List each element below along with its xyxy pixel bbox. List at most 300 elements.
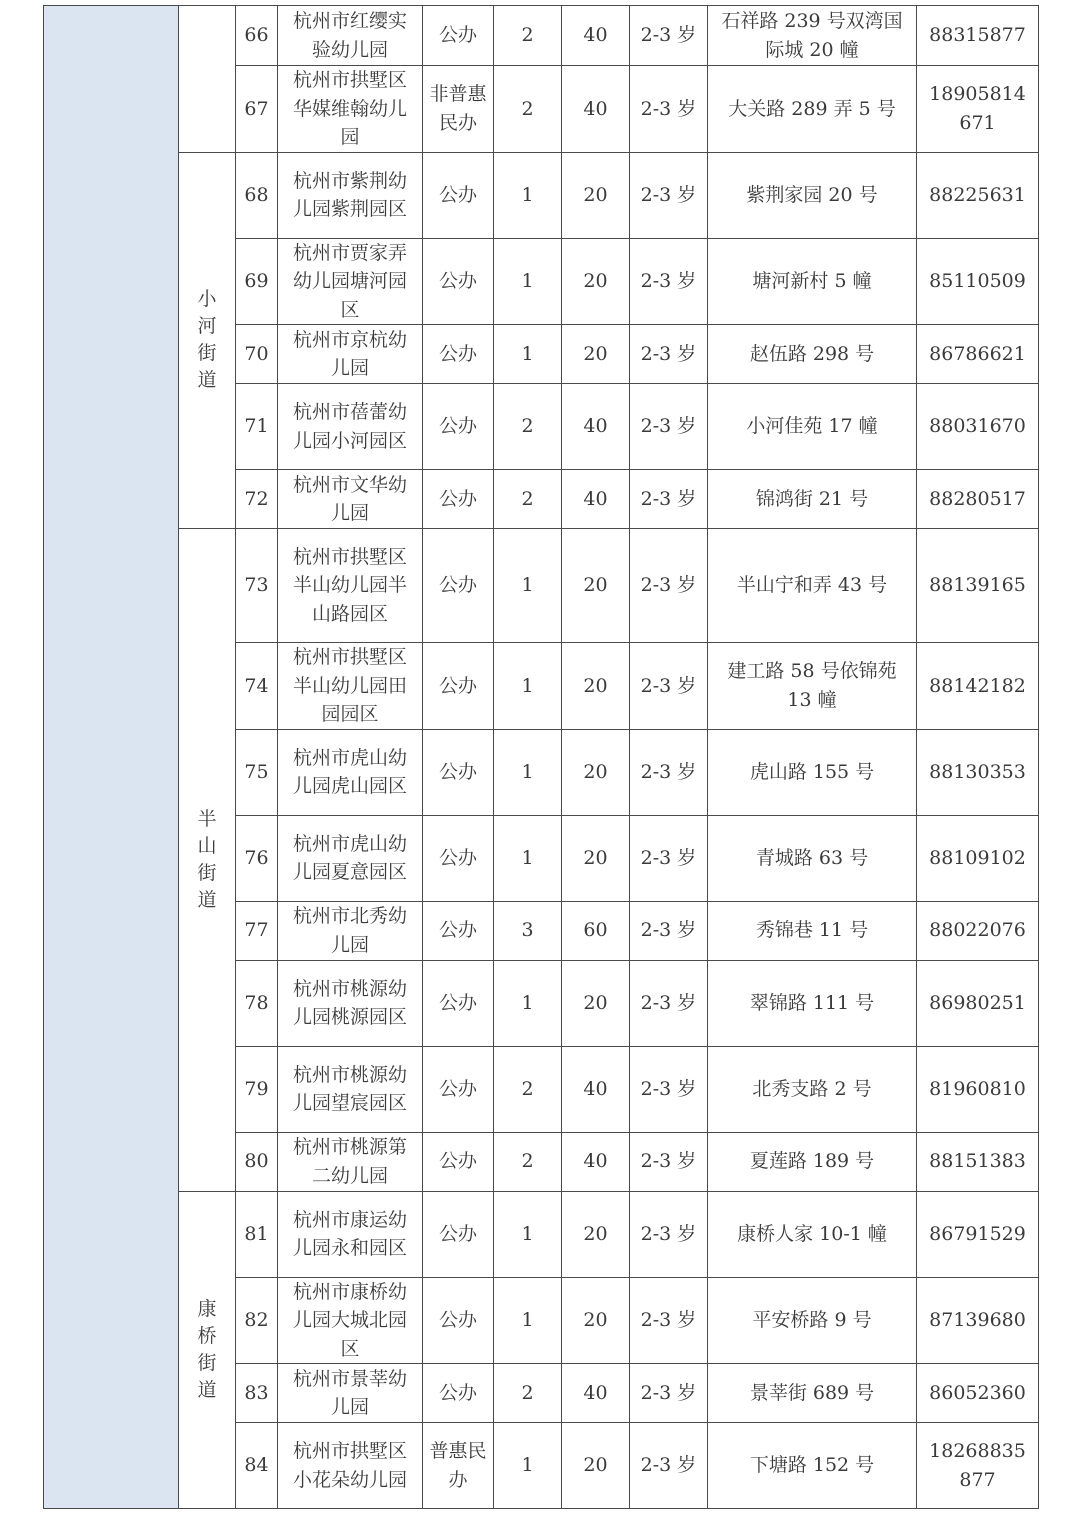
kindergarten-name: 杭州市虎山幼儿园夏意园区 [292,832,407,883]
enrollment-capacity: 40 [583,415,608,438]
enrollment-capacity: 40 [583,1150,608,1173]
age-range: 2-3 岁 [640,24,697,47]
class-count: 2 [521,415,534,438]
class-count-cell [494,1277,562,1364]
address-cell [708,1191,917,1277]
enrollment-capacity-cell [562,1277,630,1364]
address-cell [708,1364,917,1423]
age-range-cell [630,1191,708,1277]
phone-number-cell [917,152,1039,238]
phone-number: 86980251 [929,991,1026,1014]
address-cell [708,6,917,66]
class-count: 1 [521,342,534,365]
kindergarten-name-cell [278,66,423,153]
phone-number: 88315877 [929,24,1026,47]
school-type: 公办 [438,991,477,1014]
school-type-cell [423,901,494,960]
class-count: 1 [521,1309,534,1331]
phone-number: 88139165 [929,574,1026,597]
enrollment-capacity: 40 [583,1077,608,1100]
table-row [44,1191,1039,1277]
enrollment-capacity: 20 [583,1222,608,1245]
address-cell [708,1277,917,1364]
enrollment-capacity-cell [562,6,630,66]
address-cell [708,960,917,1046]
phone-number-cell [917,529,1039,643]
row-number-cell [236,470,278,529]
enrollment-capacity: 20 [583,183,608,206]
address: 虎山路 155 号 [749,760,875,783]
class-count-cell [494,238,562,325]
row-number: 75 [244,760,269,783]
row-number: 82 [244,1309,269,1331]
school-type: 公办 [438,183,477,206]
class-count: 2 [521,97,534,120]
row-number: 70 [244,342,269,365]
phone-number-cell [917,1132,1039,1191]
kindergarten-name-cell [278,1132,423,1191]
phone-number: 88142182 [929,674,1026,697]
row-number: 74 [244,674,269,697]
enrollment-capacity-cell [562,384,630,470]
enrollment-capacity: 20 [583,270,608,292]
phone-number: 88109102 [929,846,1026,869]
school-type: 非普惠民办 [429,83,487,134]
class-count-cell [494,66,562,153]
phone-number: 88151383 [929,1150,1026,1173]
school-type: 公办 [438,1150,477,1173]
phone-number-cell [917,1046,1039,1132]
class-count-cell [494,152,562,238]
class-count-cell [494,1364,562,1423]
school-type: 公办 [438,24,477,47]
kindergarten-name-cell [278,238,423,325]
class-count: 1 [521,1222,534,1245]
address-cell [708,470,917,529]
street-cell [179,6,236,153]
age-range: 2-3 岁 [640,270,697,292]
kindergarten-name-cell [278,901,423,960]
class-count-cell [494,901,562,960]
kindergarten-name: 杭州市紫荆幼儿园紫荆园区 [292,169,407,220]
address: 康桥人家 10-1 幢 [737,1222,887,1245]
row-number-cell [236,238,278,325]
kindergarten-name: 杭州市蓓蕾幼儿园小河园区 [292,401,407,452]
class-count: 1 [521,674,534,697]
school-type-cell [423,815,494,901]
district-cell [44,6,179,1509]
enrollment-capacity-cell [562,1046,630,1132]
class-count: 2 [521,1150,534,1173]
row-number-cell [236,6,278,66]
enrollment-capacity-cell [562,729,630,815]
row-number: 76 [244,846,269,869]
address: 翠锦路 111 号 [749,991,875,1014]
enrollment-capacity-cell [562,66,630,153]
kindergarten-name: 杭州市拱墅区半山幼儿园田园园区 [292,646,407,725]
school-type-cell [423,529,494,643]
class-count-cell [494,815,562,901]
row-number-cell [236,901,278,960]
class-count: 1 [521,846,534,869]
school-type-cell [423,238,494,325]
kindergarten-name: 杭州市京杭幼儿园 [292,328,407,379]
row-number-cell [236,384,278,470]
kindergarten-name: 杭州市贾家弄幼儿园塘河园区 [292,241,407,321]
age-range: 2-3 岁 [640,1150,697,1173]
class-count-cell [494,1132,562,1191]
phone-number: 88031670 [929,415,1026,438]
kindergarten-name-cell [278,1423,423,1509]
street-name: 小河街道 [197,288,217,391]
class-count-cell [494,384,562,470]
table-row [44,152,1039,238]
school-type: 公办 [438,919,477,942]
phone-number-cell [917,643,1039,730]
age-range-cell [630,1132,708,1191]
age-range: 2-3 岁 [640,1309,697,1331]
address-cell [708,66,917,153]
school-type: 公办 [438,270,477,292]
age-range: 2-3 岁 [640,1222,697,1245]
kindergarten-table [43,5,1039,1509]
table-row [44,6,1039,66]
phone-number-cell [917,815,1039,901]
enrollment-capacity-cell [562,529,630,643]
row-number: 69 [244,270,269,292]
age-range-cell [630,529,708,643]
address: 景莘街 689 号 [749,1381,875,1404]
age-range-cell [630,901,708,960]
school-type: 公办 [438,760,477,783]
kindergarten-name-cell [278,529,423,643]
row-number: 73 [244,574,269,597]
school-type: 公办 [438,846,477,869]
kindergarten-name-cell [278,325,423,384]
class-count: 1 [521,270,534,292]
kindergarten-name-cell [278,6,423,66]
enrollment-capacity-cell [562,1191,630,1277]
row-number-cell [236,1046,278,1132]
phone-number-cell [917,1191,1039,1277]
address-cell [708,1423,917,1509]
address: 石祥路 239 号双湾国际城 20 幢 [721,10,903,61]
enrollment-capacity: 40 [583,1381,608,1404]
school-type: 公办 [438,415,477,438]
age-range-cell [630,66,708,153]
kindergarten-name-cell [278,152,423,238]
row-number-cell [236,152,278,238]
phone-number: 18268835877 [929,1440,1026,1491]
school-type-cell [423,643,494,730]
address-cell [708,1046,917,1132]
row-number: 68 [244,183,269,206]
table-row [44,529,1039,643]
class-count: 1 [521,1454,534,1477]
address: 下塘路 152 号 [749,1454,875,1477]
age-range: 2-3 岁 [640,183,697,206]
school-type-cell [423,1277,494,1364]
phone-number-cell [917,470,1039,529]
row-number: 78 [244,991,269,1014]
age-range: 2-3 岁 [640,760,697,783]
kindergarten-name: 杭州市红缨实验幼儿园 [292,10,407,61]
row-number: 83 [244,1381,269,1404]
phone-number: 88130353 [929,760,1026,783]
phone-number-cell [917,960,1039,1046]
enrollment-capacity: 40 [583,97,608,120]
age-range-cell [630,1364,708,1423]
age-range: 2-3 岁 [640,574,697,597]
school-type-cell [423,325,494,384]
enrollment-capacity-cell [562,238,630,325]
age-range: 2-3 岁 [640,1454,697,1477]
kindergarten-name-cell [278,729,423,815]
phone-number-cell [917,729,1039,815]
row-number: 67 [244,97,269,120]
address: 赵伍路 298 号 [749,342,875,365]
kindergarten-name: 杭州市拱墅区小花朵幼儿园 [292,1440,407,1491]
enrollment-capacity: 40 [583,487,608,510]
phone-number: 88225631 [929,183,1026,206]
address-cell [708,152,917,238]
kindergarten-name-cell [278,1277,423,1364]
address: 大关路 289 弄 5 号 [728,97,896,120]
row-number-cell [236,729,278,815]
enrollment-capacity-cell [562,470,630,529]
phone-number: 86052360 [929,1381,1026,1404]
age-range-cell [630,1423,708,1509]
row-number: 71 [244,415,269,438]
kindergarten-name-cell [278,384,423,470]
school-type-cell [423,1423,494,1509]
class-count: 1 [521,991,534,1014]
enrollment-capacity: 20 [583,674,608,697]
kindergarten-name: 杭州市桃源幼儿园望宸园区 [292,1063,407,1114]
class-count: 2 [521,1381,534,1404]
enrollment-capacity-cell [562,901,630,960]
school-type: 公办 [438,574,477,597]
age-range: 2-3 岁 [640,1077,697,1100]
address: 平安桥路 9 号 [752,1309,872,1331]
age-range-cell [630,960,708,1046]
kindergarten-name: 杭州市虎山幼儿园虎山园区 [292,746,407,797]
school-type: 公办 [438,674,477,697]
school-type-cell [423,960,494,1046]
address-cell [708,815,917,901]
row-number-cell [236,1277,278,1364]
row-number: 81 [244,1222,269,1245]
kindergarten-name: 杭州市桃源第二幼儿园 [292,1136,407,1187]
age-range: 2-3 岁 [640,991,697,1014]
row-number-cell [236,1364,278,1423]
phone-number-cell [917,1364,1039,1423]
class-count-cell [494,1046,562,1132]
class-count: 1 [521,760,534,783]
age-range: 2-3 岁 [640,846,697,869]
age-range-cell [630,325,708,384]
enrollment-capacity-cell [562,152,630,238]
age-range: 2-3 岁 [640,487,697,510]
age-range-cell [630,643,708,730]
street-cell [179,152,236,529]
class-count-cell [494,643,562,730]
phone-number: 86786621 [929,342,1026,365]
enrollment-capacity-cell [562,1132,630,1191]
enrollment-capacity: 20 [583,760,608,783]
row-number-cell [236,815,278,901]
age-range: 2-3 岁 [640,342,697,365]
kindergarten-name: 杭州市康桥幼儿园大城北园区 [292,1280,407,1360]
age-range: 2-3 岁 [640,97,697,120]
enrollment-capacity: 20 [583,846,608,869]
address: 北秀支路 2 号 [752,1077,872,1100]
kindergarten-name: 杭州市拱墅区华媒维翰幼儿园 [292,69,407,148]
phone-number-cell [917,238,1039,325]
school-type: 公办 [438,1077,477,1100]
phone-number-cell [917,384,1039,470]
address-cell [708,643,917,730]
kindergarten-name: 杭州市文华幼儿园 [292,473,407,524]
class-count: 2 [521,24,534,47]
address-cell [708,1132,917,1191]
address-cell [708,901,917,960]
class-count: 3 [521,919,534,942]
address: 建工路 58 号依锦苑 13 幢 [727,660,897,711]
class-count-cell [494,1423,562,1509]
class-count-cell [494,729,562,815]
address: 锦鸿街 21 号 [755,487,869,510]
class-count-cell [494,1191,562,1277]
address: 塘河新村 5 幢 [752,270,872,292]
row-number-cell [236,1423,278,1509]
enrollment-capacity-cell [562,1364,630,1423]
phone-number-cell [917,901,1039,960]
enrollment-capacity: 20 [583,991,608,1014]
school-type-cell [423,470,494,529]
phone-number: 87139680 [929,1309,1026,1331]
kindergarten-name: 杭州市康运幼儿园永和园区 [292,1208,407,1259]
age-range: 2-3 岁 [640,415,697,438]
address-cell [708,325,917,384]
school-type-cell [423,6,494,66]
row-number: 66 [244,24,269,47]
enrollment-capacity: 40 [583,24,608,47]
row-number-cell [236,325,278,384]
phone-number: 86791529 [929,1222,1026,1245]
address: 半山宁和弄 43 号 [736,574,888,597]
class-count-cell [494,960,562,1046]
address-cell [708,238,917,325]
row-number: 79 [244,1077,269,1100]
street-name: 康桥街道 [197,1297,217,1401]
age-range: 2-3 岁 [640,919,697,942]
enrollment-capacity: 20 [583,1454,608,1477]
row-number: 80 [244,1150,269,1173]
age-range-cell [630,6,708,66]
row-number: 84 [244,1454,269,1477]
school-type: 公办 [438,342,477,365]
class-count-cell [494,6,562,66]
school-type: 公办 [438,487,477,510]
school-type-cell [423,384,494,470]
enrollment-capacity: 20 [583,574,608,597]
kindergarten-name: 杭州市桃源幼儿园桃源园区 [292,977,407,1028]
age-range-cell [630,238,708,325]
class-count-cell [494,529,562,643]
street-name: 半山街道 [197,807,217,911]
enrollment-capacity: 20 [583,342,608,365]
phone-number-cell [917,66,1039,153]
row-number-cell [236,960,278,1046]
address: 青城路 63 号 [755,846,869,869]
row-number-cell [236,1132,278,1191]
phone-number: 85110509 [929,270,1026,292]
enrollment-capacity: 20 [583,1309,608,1331]
class-count-cell [494,470,562,529]
phone-number-cell [917,1423,1039,1509]
school-type: 公办 [438,1309,477,1331]
school-type-cell [423,729,494,815]
age-range-cell [630,1277,708,1364]
kindergarten-name-cell [278,643,423,730]
school-type: 公办 [438,1222,477,1245]
address-cell [708,384,917,470]
phone-number-cell [917,325,1039,384]
kindergarten-name-cell [278,1191,423,1277]
enrollment-capacity-cell [562,325,630,384]
row-number-cell [236,643,278,730]
enrollment-capacity-cell [562,960,630,1046]
phone-number: 18905814671 [929,83,1026,134]
kindergarten-name: 杭州市景莘幼儿园 [292,1367,407,1418]
class-count: 2 [521,487,534,510]
enrollment-capacity: 60 [583,919,608,942]
age-range-cell [630,815,708,901]
class-count: 1 [521,183,534,206]
row-number: 77 [244,919,269,942]
address-cell [708,729,917,815]
address-cell [708,529,917,643]
age-range: 2-3 岁 [640,1381,697,1404]
kindergarten-name-cell [278,960,423,1046]
school-type-cell [423,152,494,238]
street-cell [179,529,236,1192]
enrollment-capacity-cell [562,1423,630,1509]
phone-number: 81960810 [929,1077,1026,1100]
address: 秀锦巷 11 号 [755,919,869,942]
school-type: 公办 [438,1381,477,1404]
school-type-cell [423,1364,494,1423]
table-body [44,6,1039,1509]
school-type-cell [423,1132,494,1191]
age-range-cell [630,1046,708,1132]
enrollment-capacity-cell [562,815,630,901]
school-type-cell [423,1191,494,1277]
age-range-cell [630,152,708,238]
class-count-cell [494,325,562,384]
row-number-cell [236,1191,278,1277]
kindergarten-name-cell [278,1364,423,1423]
kindergarten-name: 杭州市北秀幼儿园 [292,905,407,956]
class-count: 1 [521,574,534,597]
age-range-cell [630,470,708,529]
phone-number-cell [917,1277,1039,1364]
kindergarten-name: 杭州市拱墅区半山幼儿园半山路园区 [292,545,407,625]
enrollment-capacity-cell [562,643,630,730]
age-range: 2-3 岁 [640,674,697,697]
address: 夏莲路 189 号 [749,1150,875,1173]
